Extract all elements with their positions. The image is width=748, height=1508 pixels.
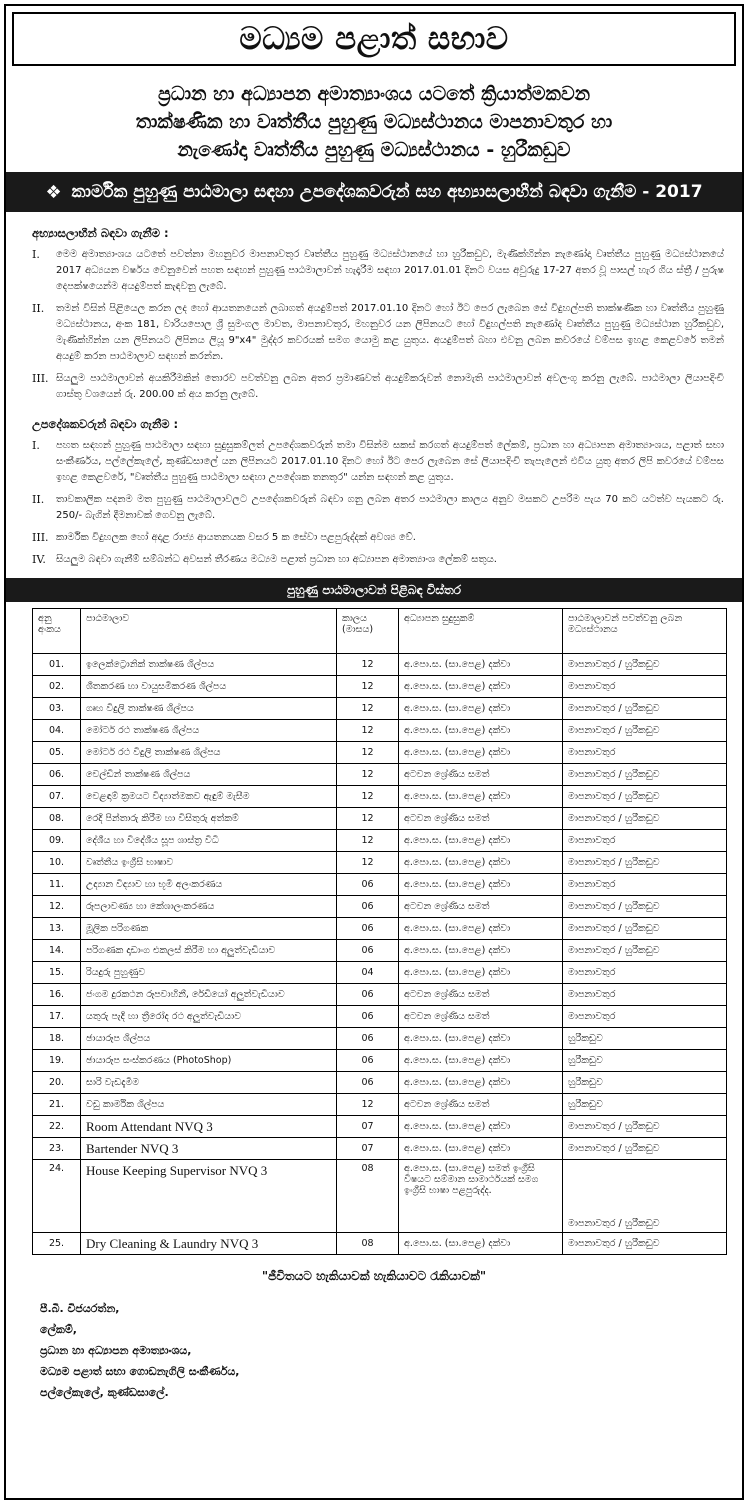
signature-line: පී.බී. විජයරත්න,	[40, 1302, 120, 1315]
table-row	[33, 896, 727, 918]
table-header-row	[33, 609, 727, 654]
cell-qualification: අටවන ශ්‍රේණිය සමත්	[399, 984, 563, 1006]
course-table-title-text: පුහුණු පාඨමාලාවන් පිළිබඳ විස්තර	[286, 582, 462, 597]
cell-serial: 15.	[33, 962, 81, 984]
cell-qualification: අ.පො.ස. (සා.පෙළ) දක්වා	[399, 852, 563, 874]
cell-course: මූලික පරිගණක	[81, 918, 337, 940]
cell-centre: මාපනාවතුර / හුරීකඩුව	[563, 918, 727, 940]
cell-qualification: අටවන ශ්‍රේණිය සමත්	[399, 896, 563, 918]
table-row	[33, 1160, 727, 1233]
cell-serial: 25.	[33, 1233, 81, 1255]
cell-qualification: අ.පො.ස. (සා.පෙළ) දක්වා	[399, 1028, 563, 1050]
item-number: I.	[32, 248, 40, 261]
table-row	[33, 918, 727, 940]
cell-course: Room Attendant NVQ 3	[81, 1116, 337, 1138]
item-text: සියලුම පාඨමාලාවන් අයකිරීමකින් තොරව පවත්වනු ලබන අතර ප්‍රමාණවත් අයදුම්කරුවන් නොමැති පාඨමාලාවන් අවලංගු කරනු ලැබේ. පාඨමාලා ලියාපදිංචි ගාස්තු වශයෙන් රු. 200.00 ක් අය කරනු ලැබේ.	[56, 373, 724, 400]
cell-qualification: අ.පො.ස. (සා.පෙළ) දක්වා	[399, 742, 563, 764]
signature-line: ප්‍රධාන හා අධ්‍යාපන අමාත්‍යාංශය,	[40, 1344, 192, 1357]
table-row	[33, 984, 727, 1006]
cell-serial: 16.	[33, 984, 81, 1006]
table-row	[33, 808, 727, 830]
cell-course: Dry Cleaning & Laundry NVQ 3	[81, 1233, 337, 1255]
cell-serial: 08.	[33, 808, 81, 830]
cell-serial: 19.	[33, 1050, 81, 1072]
cell-course: මෝටර් රථ තාක්ෂණ ශිල්පය	[81, 720, 337, 742]
cell-duration: 12	[337, 1094, 399, 1116]
table-row	[33, 1138, 727, 1160]
instructors-heading: උපදේශකවරුන් බඳවා ගැනීම :	[32, 417, 179, 431]
item-number: II.	[32, 493, 45, 506]
cell-course: ඡායාරූප සංස්කරණය (PhotoShop)	[81, 1050, 337, 1072]
cell-serial: 13.	[33, 918, 81, 940]
cell-serial: 20.	[33, 1072, 81, 1094]
instructors-list	[6, 438, 742, 568]
item-text: තාවකාලික පදනම මත පුහුණු පාඨමාලාවලට උපදේශකවරුන් බඳවා ගනු ලබන අතර පාඨමාලා කාලය අනුව මසකට උපරිම පැය 70 කට යටත්ව පැයකට රු. 250/- බැගින් දීමනාවක් ගෙවනු ලැබේ.	[56, 494, 724, 521]
cell-centre: මාපනාවතුර / හුරීකඩුව	[563, 698, 727, 720]
cell-course: උද්‍යාන විද්‍යාව හා භූමි අලංකරණය	[81, 874, 337, 896]
header-centre: පාඨමාලාවන් පවත්වනු ලබන මධ්‍යස්ථානය	[563, 609, 727, 654]
cell-course: ගෘහ විදුලි තාක්ෂණ ශිල්පය	[81, 698, 337, 720]
cell-qualification: අටවන ශ්‍රේණිය සමත්	[399, 1006, 563, 1028]
cell-serial: 04.	[33, 720, 81, 742]
item-text: පහත සඳහන් පුහුණු පාඨමාලා සඳහා සුදුසුකම්ලත් උපදේශකවරුන් තමා විසින්ම සකස් කරගත් අයදුම්පත් ලේකම්, ප්‍රධාන හා අධ්‍යාපන අමාත්‍යාංශය, පළාත් සභා සංකීර්ණය, පල්ලේකැලේ, කුණ්ඩසාලේ යන ලිපිනයට 2017.01.10 දිනට හෝ ඊට පෙර ලැබෙන සේ ලියාපදිංචි තැපැලෙන් එවිය යුතු අතර ලිපි කවරයේ වම්පස ඉහළ කෙළවරේ, "වෘත්තීය පුහුණු පාඨමාලා සඳහා උපදේශක තනතුර" යන්න සඳහන් කළ යුතුය.	[56, 440, 724, 483]
table-row	[33, 852, 727, 874]
table-row	[33, 1094, 727, 1116]
signature-line: පල්ලේකැලේ, කුණ්ඩසාලේ.	[40, 1386, 169, 1399]
cell-course: ජංගම දුරකථන රූපවාහිනී, රේඩියෝ අලුත්වැඩියාව	[81, 984, 337, 1006]
cell-course: රූපලාවණ්‍ය හා කේශාලංකරණය	[81, 896, 337, 918]
cell-centre: හුරීකඩුව	[563, 1094, 727, 1116]
cell-serial: 10.	[33, 852, 81, 874]
cell-centre: මාපනාවතුර	[563, 1006, 727, 1028]
cell-qualification: අ.පො.ස. (සා.පෙළ) දක්වා	[399, 654, 563, 676]
cell-duration: 12	[337, 720, 399, 742]
item-text: සියලුම බඳවා ගැනීම් සම්බන්ධ අවසන් තීරණය මධ්‍යම පළාත් ප්‍රධාන හා අධ්‍යාපන අමාත්‍යාංශ ලේකම් සතුය.	[56, 554, 497, 565]
cell-course: වෘත්තීය ඉංග්‍රීසි භාෂාව	[81, 852, 337, 874]
cell-duration: 08	[337, 1160, 399, 1233]
cell-duration: 06	[337, 896, 399, 918]
cell-course: දේශීය හා විදේශීය සූප ශාස්ත්‍ර විධි	[81, 830, 337, 852]
cell-duration: 06	[337, 1050, 399, 1072]
cell-qualification: අ.පො.ස. (සා.පෙළ) දක්වා	[399, 940, 563, 962]
cell-duration: 12	[337, 676, 399, 698]
cell-centre: මාපනාවතුර	[563, 984, 727, 1006]
table-row	[33, 676, 727, 698]
cell-centre: මාපනාවතුර	[563, 830, 727, 852]
cell-qualification: අ.පො.ස. (සා.පෙළ) දක්වා	[399, 698, 563, 720]
cell-serial: 01.	[33, 654, 81, 676]
cell-qualification: අ.පො.ස. (සා.පෙළ) දක්වා	[399, 720, 563, 742]
cell-duration: 12	[337, 742, 399, 764]
table-row	[33, 1006, 727, 1028]
cell-serial: 12.	[33, 896, 81, 918]
table-row	[33, 786, 727, 808]
signature-line: ලේකම්,	[40, 1323, 77, 1336]
cell-duration: 12	[337, 786, 399, 808]
cell-centre: හුරීකඩුව	[563, 1028, 727, 1050]
ministry-subtitle	[6, 80, 742, 164]
cell-qualification: අ.පො.ස. (සා.පෙළ) දක්වා	[399, 1233, 563, 1255]
list-item	[32, 371, 724, 403]
cell-serial: 14.	[33, 940, 81, 962]
course-table	[32, 608, 727, 1255]
cell-course: ශීතකරණ හා වායුසමීකරණ ශිල්පය	[81, 676, 337, 698]
cell-qualification: අ.පො.ස. (සා.පෙළ) සමත් ඉංග්‍රීසි විෂයට සම්මාන සාමාර්ථයක් සමග ඉංග්‍රීසි භාෂා පළපුරුද්ද.	[399, 1160, 563, 1233]
council-title-box	[12, 12, 736, 66]
table-row	[33, 1072, 727, 1094]
cell-duration: 06	[337, 984, 399, 1006]
cell-course: රියදුරු පුහුණුව	[81, 962, 337, 984]
table-row	[33, 1116, 727, 1138]
table-row	[33, 962, 727, 984]
header-course: පාඨමාලාව	[81, 609, 337, 654]
cell-serial: 02.	[33, 676, 81, 698]
cell-course: වෙළඳාම් ක්‍රමයට විද්‍යාත්මකව ඇඳුම් මැසීම	[81, 786, 337, 808]
list-item	[32, 438, 724, 486]
cell-centre: මාපනාවතුර	[563, 676, 727, 698]
item-text: තමන් විසින් පිළියෙල කරන ලද හෝ ආයතනයෙන් ලබාගත් අයදුම්පත් 2017.01.10 දිනට හෝ ඊට පෙර ලැබෙන සේ විදුහල්පති තාක්ෂණික හා වෘත්තීය පුහුණු මධ්‍යස්ථානය, අංක 181, වාරියපොල ශ්‍රී සුමංගල මාවත, මාපනාවතුර, මහනුවර යන ලිපිනයට හෝ විදුහල්පති නැණෝද වෘත්තීය පුහුණු මධ්‍යස්ථාන හුරීකඩුව, මැණික්හින්න යන ලිපිනයට ලිපිනය ලියූ 9"x4" මුද්දර කවරයක් සමග යොමු කළ යුතුය. අයදුම්පත් බහා එවනු ලබන කවරයේ වම්පස ඉහළ කෙළවරේ තමන් අයදුම් කරන පාඨමාලාව සඳහන් කරන්න.	[56, 303, 724, 362]
cell-serial: 07.	[33, 786, 81, 808]
cell-duration: 06	[337, 1028, 399, 1050]
cell-course: ඉලෙක්ට්‍රොනික් තාක්ෂණ ශිල්පය	[81, 654, 337, 676]
cell-centre: මාපනාවතුර / හුරීකඩුව	[563, 764, 727, 786]
cell-centre: මාපනාවතුර / හුරීකඩුව	[563, 1116, 727, 1138]
cell-centre: මාපනාවතුර / හුරීකඩුව	[563, 1233, 727, 1255]
trainees-heading: අභ්‍යාසලාභීන් බඳවා ගැනීම :	[32, 226, 169, 240]
item-number: III.	[32, 531, 49, 544]
cell-centre: මාපනාවතුර	[563, 874, 727, 896]
cell-duration: 12	[337, 852, 399, 874]
cell-qualification: අ.පො.ස. (සා.පෙළ) දක්වා	[399, 874, 563, 896]
cell-duration: 06	[337, 918, 399, 940]
cell-serial: 17.	[33, 1006, 81, 1028]
item-number: IV.	[32, 553, 46, 566]
cell-course: House Keeping Supervisor NVQ 3	[81, 1160, 337, 1233]
list-item	[32, 530, 724, 546]
cell-serial: 09.	[33, 830, 81, 852]
header-qualification: අධ්‍යාපන සුදුසුකම්	[399, 609, 563, 654]
cell-centre: හුරීකඩුව	[563, 1050, 727, 1072]
list-item	[32, 492, 724, 524]
cell-centre: මාපනාවතුර / හුරීකඩුව	[563, 1160, 727, 1233]
item-number: III.	[32, 372, 49, 385]
recruitment-banner	[6, 172, 742, 212]
cell-qualification: අටවන ශ්‍රේණිය සමත්	[399, 1094, 563, 1116]
cell-qualification: අ.පො.ස. (සා.පෙළ) දක්වා	[399, 918, 563, 940]
cell-duration: 12	[337, 830, 399, 852]
cell-duration: 06	[337, 1072, 399, 1094]
cell-serial: 11.	[33, 874, 81, 896]
table-row	[33, 654, 727, 676]
table-row	[33, 698, 727, 720]
table-row	[33, 1233, 727, 1255]
advertisement-page	[4, 4, 744, 1500]
cell-duration: 12	[337, 698, 399, 720]
cell-centre: මාපනාවතුර / හුරීකඩුව	[563, 1138, 727, 1160]
cell-centre: හුරීකඩුව	[563, 1072, 727, 1094]
cell-duration: 12	[337, 654, 399, 676]
table-row	[33, 940, 727, 962]
cell-serial: 21.	[33, 1094, 81, 1116]
list-item	[32, 552, 724, 568]
cell-duration: 07	[337, 1138, 399, 1160]
cell-serial: 24.	[33, 1160, 81, 1233]
cell-qualification: අ.පො.ස. (සා.පෙළ) දක්වා	[399, 1116, 563, 1138]
trainees-list	[6, 247, 742, 403]
item-text: මෙම අමාත්‍යාංශය යටතේ පවත්නා මහනුවර මාපනාවතුර වෘත්තීය පුහුණු මධ්‍යස්ථානයේ හා හුරීකඩුව, මැණික්හින්න නැණෝදා වෘත්තීය පුහුණු මධ්‍යස්ථානයේ 2017 අධ්‍යයන වර්ෂය වෙනුවෙන් පහත සඳහන් පුහුණු පාඨමාලාවන් හැදෑරීම සඳහා 2017.01.01 දිනට වයස අවුරුදු 17-27 අතර වූ පාසල් හැර ගිය ස්ත්‍රී / පුරුෂ දෙපක්ෂයෙන්ම අයදුම්පත් කැඳවනු ලැබේ.	[56, 249, 724, 292]
cell-serial: 03.	[33, 698, 81, 720]
cell-qualification: අටවන ශ්‍රේණිය සමත්	[399, 764, 563, 786]
cell-serial: 18.	[33, 1028, 81, 1050]
cell-duration: 07	[337, 1116, 399, 1138]
cell-centre: මාපනාවතුර / හුරීකඩුව	[563, 940, 727, 962]
cell-qualification: අ.පො.ස. (සා.පෙළ) දක්වා	[399, 1050, 563, 1072]
cell-course: මෝටර් රථ විදුලි තාක්ෂණ ශිල්පය	[81, 742, 337, 764]
subtitle-line-3: නැණෝදා වෘත්තීය පුහුණු මධ්‍යස්ථානය - හුරීකඩුව	[177, 139, 571, 161]
cell-centre: මාපනාවතුර / හුරීකඩුව	[563, 786, 727, 808]
cell-qualification: අ.පො.ස. (සා.පෙළ) දක්වා	[399, 786, 563, 808]
cell-course: වෙල්ඩින් තාක්ෂණ ශිල්පය	[81, 764, 337, 786]
table-row	[33, 764, 727, 786]
item-number: II.	[32, 302, 45, 315]
course-table-body	[33, 654, 727, 1255]
cell-duration: 06	[337, 940, 399, 962]
banner-text: කාර්මික පුහුණු පාඨමාලා සඳහා උපදේශකවරුන් සහ අභ්‍යාසලාභීන් බඳවා ගැනීම - 2017	[71, 182, 703, 202]
list-item	[32, 247, 724, 295]
cell-course: යතුරු පැදි හා ත්‍රීරෝද රථ අලුත්වැඩියාව	[81, 1006, 337, 1028]
cell-serial: 05.	[33, 742, 81, 764]
table-row	[33, 742, 727, 764]
slogan: "ජීවිතයට හැකියාවක් හැකියාවට රැකියාවක්"	[261, 1269, 487, 1283]
cell-duration: 06	[337, 1006, 399, 1028]
cell-centre: මාපනාවතුර / හුරීකඩුව	[563, 896, 727, 918]
cell-duration: 04	[337, 962, 399, 984]
cell-duration: 08	[337, 1233, 399, 1255]
cell-duration: 12	[337, 808, 399, 830]
council-title: මධ්‍යම පළාත් සභාව	[239, 20, 509, 57]
cell-duration: 06	[337, 874, 399, 896]
cell-qualification: අ.පො.ස. (සා.පෙළ) දක්වා	[399, 830, 563, 852]
table-row	[33, 874, 727, 896]
cell-centre: මාපනාවතුර	[563, 742, 727, 764]
cell-course: Bartender NVQ 3	[81, 1138, 337, 1160]
cell-course: වඩු කාර්මික ශිල්පය	[81, 1094, 337, 1116]
subtitle-line-1: ප්‍රධාන හා අධ්‍යාපන අමාත්‍යාංශය යටතේ ක්‍රියාත්මකවන	[157, 83, 591, 105]
cell-serial: 23.	[33, 1138, 81, 1160]
cell-serial: 06.	[33, 764, 81, 786]
cell-course: ඡායාරූප ශිල්පය	[81, 1028, 337, 1050]
cell-duration: 12	[337, 764, 399, 786]
cell-course: සාරි වැඩදැමීම	[81, 1072, 337, 1094]
cell-centre: මාපනාවතුර / හුරීකඩුව	[563, 808, 727, 830]
cell-qualification: අටවන ශ්‍රේණිය සමත්	[399, 808, 563, 830]
cell-course: පරිගණක දෘඩාංග එකලස් කිරීම හා අලුත්වැඩියාව	[81, 940, 337, 962]
cell-serial: 22.	[33, 1116, 81, 1138]
table-row	[33, 1050, 727, 1072]
item-text: කාර්මික විදුහලක හෝ අදාළ රාජ්‍ය ආයතනයක වසර 5 ක සේවා පළපුරුද්දක් අවශ්‍ය වේ.	[56, 532, 416, 543]
header-duration: කාලය (මාසය)	[337, 609, 399, 654]
cell-qualification: අ.පො.ස. (සා.පෙළ) දක්වා	[399, 676, 563, 698]
cell-centre: මාපනාවතුර / හුරීකඩුව	[563, 852, 727, 874]
cell-qualification: අ.පො.ස. (සා.පෙළ) දක්වා	[399, 1072, 563, 1094]
header-serial: අනු අංකය	[33, 609, 81, 654]
list-item	[32, 301, 724, 365]
item-number: I.	[32, 439, 40, 452]
table-row	[33, 1028, 727, 1050]
table-row	[33, 720, 727, 742]
cell-centre: මාපනාවතුර / හුරීකඩුව	[563, 654, 727, 676]
table-row	[33, 830, 727, 852]
cell-course: රෙදි පින්තාරු කිරීම හා විසිතුරු අත්කම්	[81, 808, 337, 830]
cell-qualification: අ.පො.ස. (සා.පෙළ) දක්වා	[399, 962, 563, 984]
course-table-title	[6, 578, 742, 602]
cell-centre: මාපනාවතුර / හුරීකඩුව	[563, 720, 727, 742]
cell-centre: මාපනාවතුර	[563, 962, 727, 984]
signature-block	[40, 1298, 742, 1403]
subtitle-line-2: තාක්ෂණික හා වෘත්තීය පුහුණු මධ්‍යස්ථානය මාපනාවතුර හා	[135, 111, 613, 133]
signature-line: මධ්‍යම පළාත් සභා ගොඩනැගිලි සංකීර්ණය,	[40, 1365, 240, 1378]
diamond-dots-icon: ❖	[45, 181, 62, 203]
cell-qualification: අ.පො.ස. (සා.පෙළ) දක්වා	[399, 1138, 563, 1160]
